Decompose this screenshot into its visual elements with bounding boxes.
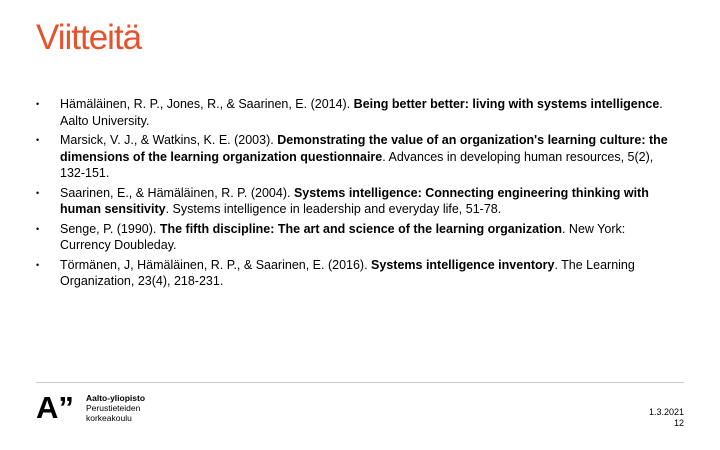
- reference-source: . New York: Currency Doubleday.: [60, 221, 626, 252]
- logo-school-line2: korkeakoulu: [86, 413, 132, 423]
- bullet: •: [36, 99, 40, 109]
- footer-meta: [649, 407, 684, 429]
- reference-list: [36, 96, 676, 293]
- reference-title: Systems intelligence: Connecting engineering thinking with human sensitivity: [60, 185, 649, 216]
- footer-divider: [36, 382, 684, 383]
- reference-title: Systems intelligence inventory: [371, 257, 555, 272]
- logo-school-line1: Perustieteiden: [86, 403, 141, 413]
- reference-source: . Aalto University.: [60, 97, 663, 128]
- reference-title: Being better better: living with systems intelligence: [353, 97, 660, 111]
- reference-authors: Marsick, V. J., & Watkins, K. E. (2003).: [60, 133, 278, 147]
- bullet: •: [36, 223, 40, 234]
- reference-source: . Advances in developing human resources, 5(2), 132-151.: [60, 149, 654, 180]
- reference-authors: Hämäläinen, R. P., Jones, R., & Saarinen, E. (2014).: [60, 97, 354, 111]
- logo-university: Aalto-yliopisto: [86, 393, 146, 403]
- reference-item: [36, 185, 676, 218]
- reference-authors: Törmänen, J, Hämäläinen, R. P., & Saarinen, E. (2016).: [60, 257, 372, 272]
- aalto-logo-text: [86, 393, 145, 423]
- reference-item: [36, 96, 676, 129]
- slide-date: 1.3.2021: [648, 407, 684, 417]
- bullet: •: [36, 259, 40, 270]
- reference-source: . Systems intelligence in leadership and everyday life, 51-78.: [165, 202, 502, 216]
- reference-authors: Senge, P. (1990).: [60, 221, 160, 236]
- reference-title: The fifth discipline: The art and science of the learning organization: [159, 221, 562, 236]
- bullet: •: [36, 187, 40, 198]
- aalto-logo-mark: A”: [36, 390, 74, 425]
- reference-title: Demonstrating the value of an organization's learning culture: the dimensions of the learning organization questionnaire: [60, 133, 668, 164]
- page-title: Viitteitä: [36, 18, 142, 57]
- slide-number: 12: [673, 418, 684, 428]
- bullet: •: [36, 135, 40, 145]
- reference-item: [36, 132, 676, 182]
- reference-source: . The Learning Organization, 23(4), 218-231.: [60, 257, 635, 288]
- reference-item: [36, 257, 676, 290]
- reference-item: [36, 221, 676, 254]
- reference-authors: Saarinen, E., & Hämäläinen, R. P. (2004).: [60, 185, 294, 200]
